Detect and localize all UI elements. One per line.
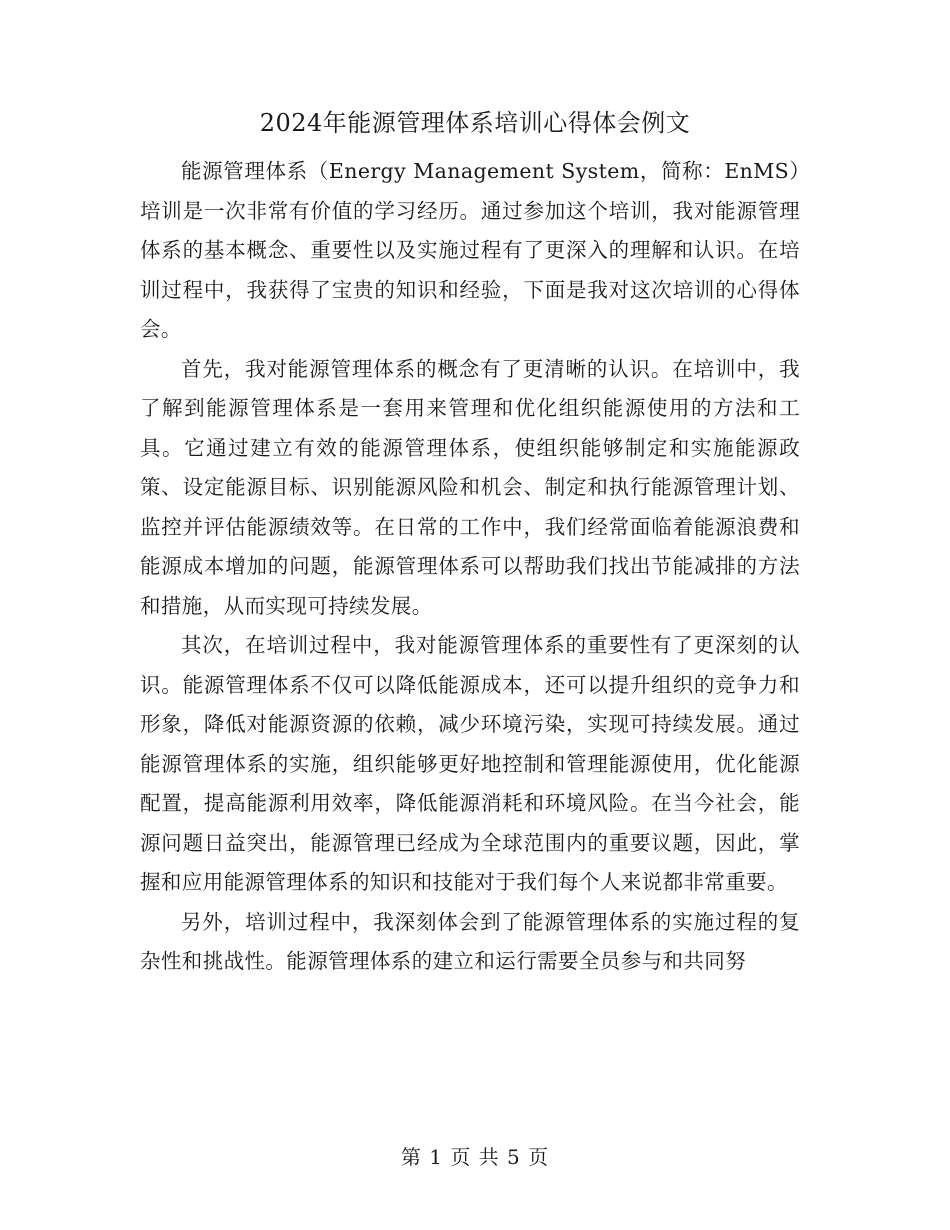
document-body — [140, 152, 800, 982]
document-title: 2024年能源管理体系培训心得体会例文 — [259, 109, 691, 137]
paragraph-2: 首先，我对能源管理体系的概念有了更清晰的认识。在培训中，我了解到能源管理体系是一套用来管理和优化组织能源使用的方法和工具。它通过建立有效的能源管理体系，使组织能够制定和实施能源政策、设定能源目标、识别能源风险和机会、制定和执行能源管理计划、监控并评估能源绩效等。在日常的工作中，我们经常面临着能源浪费和能源成本增加的问题，能源管理体系可以帮助我们找出节能减排的方法和措施，从而实现可持续发展。 — [140, 356, 800, 618]
page-number-footer: 第 1 页 共 5 页 — [400, 1145, 550, 1169]
paragraph-3: 其次，在培训过程中，我对能源管理体系的重要性有了更深刻的认识。能源管理体系不仅可以降低能源成本，还可以提升组织的竞争力和形象，降低对能源资源的依赖，减少环境污染，实现可持续发展。通过能源管理体系的实施，组织能够更好地控制和管理能源使用，优化能源配置，提高能源利用效率，降低能源消耗和环境风险。在当今社会，能源问题日益突出，能源管理已经成为全球范围内的重要议题，因此，掌握和应用能源管理体系的知识和技能对于我们每个人来说都非常重要。 — [140, 633, 800, 894]
paragraph-4: 另外，培训过程中，我深刻体会到了能源管理体系的实施过程的复杂性和挑战性。能源管理体系的建立和运行需要全员参与和共同努 — [140, 909, 800, 973]
paragraph-1: 能源管理体系（Energy Management System，简称：EnMS）培训是一次非常有价值的学习经历。通过参加这个培训，我对能源管理体系的基本概念、重要性以及实施过程有了更深入的理解和认识。在培训过程中，我获得了宝贵的知识和经验，下面是我对这次培训的心得体会。 — [140, 159, 800, 341]
